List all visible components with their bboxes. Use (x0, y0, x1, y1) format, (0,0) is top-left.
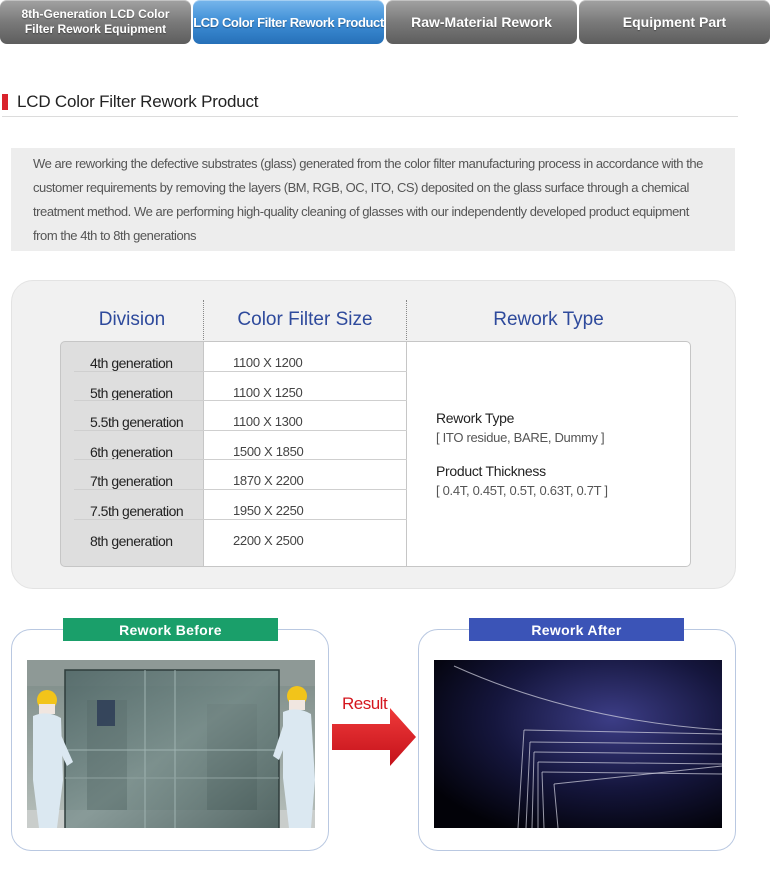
tab-8th-generation-equipment[interactable] (0, 0, 191, 44)
tab-label: LCD Color Filter Rework Product (193, 14, 384, 30)
table-row (74, 459, 407, 489)
result-arrow-icon (332, 708, 416, 766)
generation-cell: 7.5th generation (90, 502, 184, 519)
result-label: Result (342, 694, 388, 713)
header-color-filter-size: Color Filter Size (237, 309, 373, 330)
rework-column (406, 341, 691, 567)
header-rework-type: Rework Type (493, 309, 604, 330)
tab-raw-material-rework[interactable] (386, 0, 577, 44)
generation-cell: 4th generation (90, 355, 173, 371)
section-heading (2, 92, 738, 117)
heading-accent-bar (2, 94, 8, 110)
rework-after-label: Rework After (469, 618, 684, 641)
table-row (74, 519, 407, 549)
size-cell: 1950 X 2250 (233, 502, 304, 518)
size-cell: 1100 X 1300 (233, 414, 303, 430)
page-title: LCD Color Filter Rework Product (17, 92, 259, 111)
rework-before-label: Rework Before (63, 618, 278, 641)
size-cell: 1100 X 1200 (233, 355, 303, 370)
rework-before-photo (27, 660, 315, 828)
tab-label: Equipment Part (622, 14, 727, 30)
header-division: Division (98, 309, 166, 330)
generation-cell: 7th generation (90, 473, 173, 490)
table-row (74, 489, 407, 519)
table-row (74, 371, 407, 401)
rework-type-title: Rework Type (436, 410, 515, 426)
thickness-title: Product Thickness (436, 463, 546, 479)
tab-equipment-part[interactable] (579, 0, 770, 44)
generation-cell: 5th generation (90, 384, 173, 401)
thickness-value: [ 0.4T, 0.45T, 0.5T, 0.63T, 0.7T ] (436, 483, 608, 498)
spec-table (74, 341, 407, 548)
table-row (74, 400, 407, 430)
rework-type-value: [ ITO residue, BARE, Dummy ] (436, 430, 605, 445)
table-row (74, 430, 407, 460)
size-cell: 1870 X 2200 (233, 473, 304, 489)
size-cell: 1500 X 1850 (233, 443, 304, 459)
header-divider (203, 300, 204, 340)
intro-text: We are reworking the defective substrates (glass) generated from the color filter manufacturing process in accordance with the customer requirements by removing the layers (BM, RGB, OC, ITO, CS) deposited on the glass surface through a chemical treatment method. We are performing high-quality cleaning of glasses with our independently developed product equipment from the 4th to 8th generations (11, 148, 735, 251)
rework-after-photo (434, 660, 722, 828)
tab-lcd-color-filter-rework-product[interactable] (193, 0, 384, 44)
tab-label: 8th-Generation LCD Color Filter Rework Equipment (21, 7, 170, 36)
generation-cell: 6th generation (90, 443, 173, 460)
size-cell: 2200 X 2500 (233, 532, 304, 548)
tab-bar (0, 0, 770, 44)
generation-cell: 8th generation (90, 532, 173, 549)
header-divider (406, 300, 407, 340)
generation-cell: 5.5th generation (90, 414, 184, 431)
tab-label: Raw-Material Rework (411, 14, 552, 30)
table-row (74, 341, 407, 371)
size-cell: 1100 X 1250 (233, 384, 303, 400)
